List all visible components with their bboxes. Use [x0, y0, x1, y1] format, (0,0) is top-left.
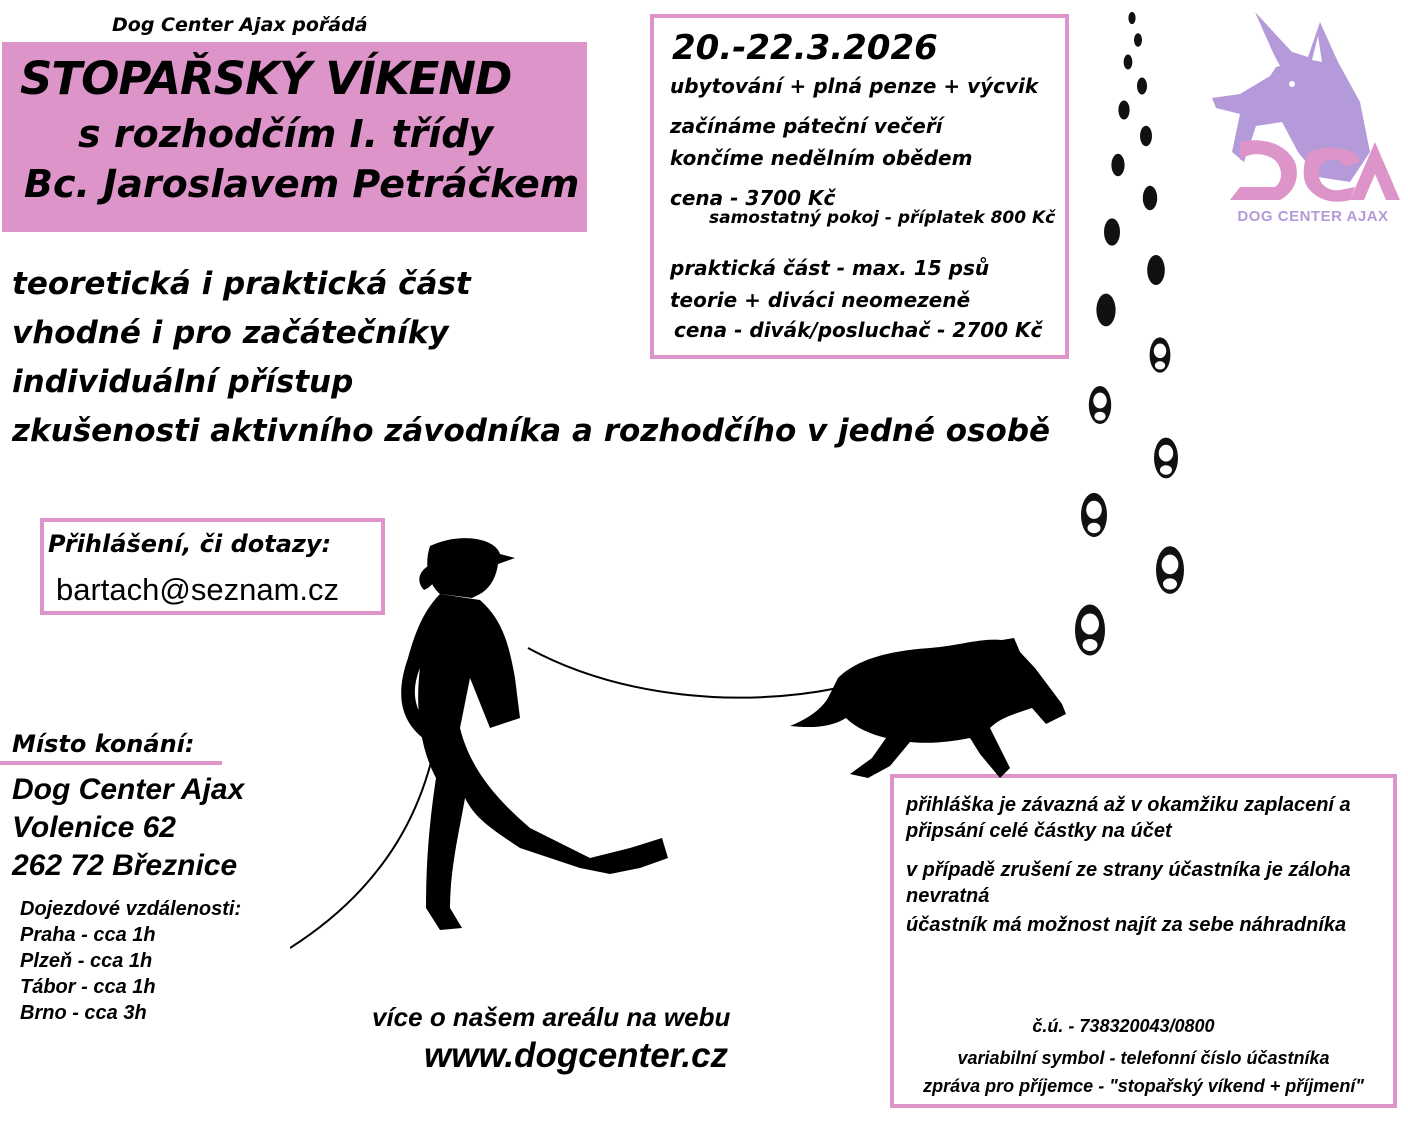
info-line-price: cena - 3700 Kč [670, 186, 836, 210]
terms-substitute: účastník má možnost najít za sebe náhradníka [906, 914, 1347, 936]
terms-cancellation: v případě zrušení ze strany účastníka je záloha nevratná [906, 859, 1351, 907]
terms-binding: přihláška je závazná až v okamžiku zaplacení a připsání celé částky na účet [906, 794, 1351, 842]
info-line-practical: praktická část - max. 15 psů [670, 256, 990, 280]
info-line-accommodation: ubytování + plná penze + výcvik [670, 74, 1039, 98]
payment-variable-symbol: variabilní symbol - telefonní číslo účastníka [957, 1048, 1330, 1068]
venue-city: 262 72 Březnice [12, 849, 238, 882]
logo-text: DOG CENTER AJAX [1237, 208, 1389, 225]
distance-item: Praha - cca 1h [20, 924, 156, 946]
contact-email-link[interactable]: bartach@seznam.cz [56, 572, 340, 607]
handler-and-dog-silhouette [290, 528, 1080, 968]
venue-label-underline [0, 761, 222, 765]
event-title: STOPAŘSKÝ VÍKEND [20, 52, 512, 105]
event-subtitle-judge: s rozhodčím I. třídy [78, 112, 494, 156]
info-line-start: začínáme páteční večeří [670, 114, 943, 138]
info-line-end: končíme nedělním obědem [670, 146, 973, 170]
footprints-trail-icon [1050, 10, 1250, 690]
info-line-single-room: samostatný pokoj - příplatek 800 Kč [709, 208, 1056, 228]
venue-label: Místo konání: [12, 730, 195, 758]
organizer-line: Dog Center Ajax pořádá [112, 14, 368, 36]
distance-item: Tábor - cca 1h [20, 976, 156, 998]
event-subtitle-name: Bc. Jaroslavem Petráčkem [24, 162, 580, 206]
info-line-theory: teorie + diváci neomezeně [670, 288, 971, 312]
distance-item: Brno - cca 3h [20, 1002, 147, 1024]
feature-item: teoretická i praktická část [12, 266, 471, 302]
feature-item: individuální přístup [12, 364, 354, 400]
feature-item: zkušenosti aktivního závodníka a rozhodčího v jedné osobě [12, 413, 1051, 449]
payment-message: zpráva pro příjemce - "stopařský víkend + příjmení" [923, 1076, 1364, 1096]
features-list [12, 266, 1050, 462]
web-url-link[interactable]: www.dogcenter.cz [424, 1036, 729, 1075]
venue-street: Volenice 62 [12, 811, 176, 844]
venue-name: Dog Center Ajax [12, 773, 245, 806]
web-label: více o našem areálu na webu [372, 1002, 731, 1032]
info-line-spectator-price: cena - divák/posluchač - 2700 Kč [674, 318, 1043, 342]
event-date: 20.-22.3.2026 [672, 28, 938, 68]
feature-item: vhodné i pro začátečníky [12, 315, 449, 351]
payment-account: č.ú. - 738320043/0800 [1032, 1016, 1215, 1036]
distances-heading: Dojezdové vzdálenosti: [20, 898, 242, 920]
contact-label: Přihlášení, či dotazy: [48, 530, 332, 558]
distance-item: Plzeň - cca 1h [20, 950, 153, 972]
